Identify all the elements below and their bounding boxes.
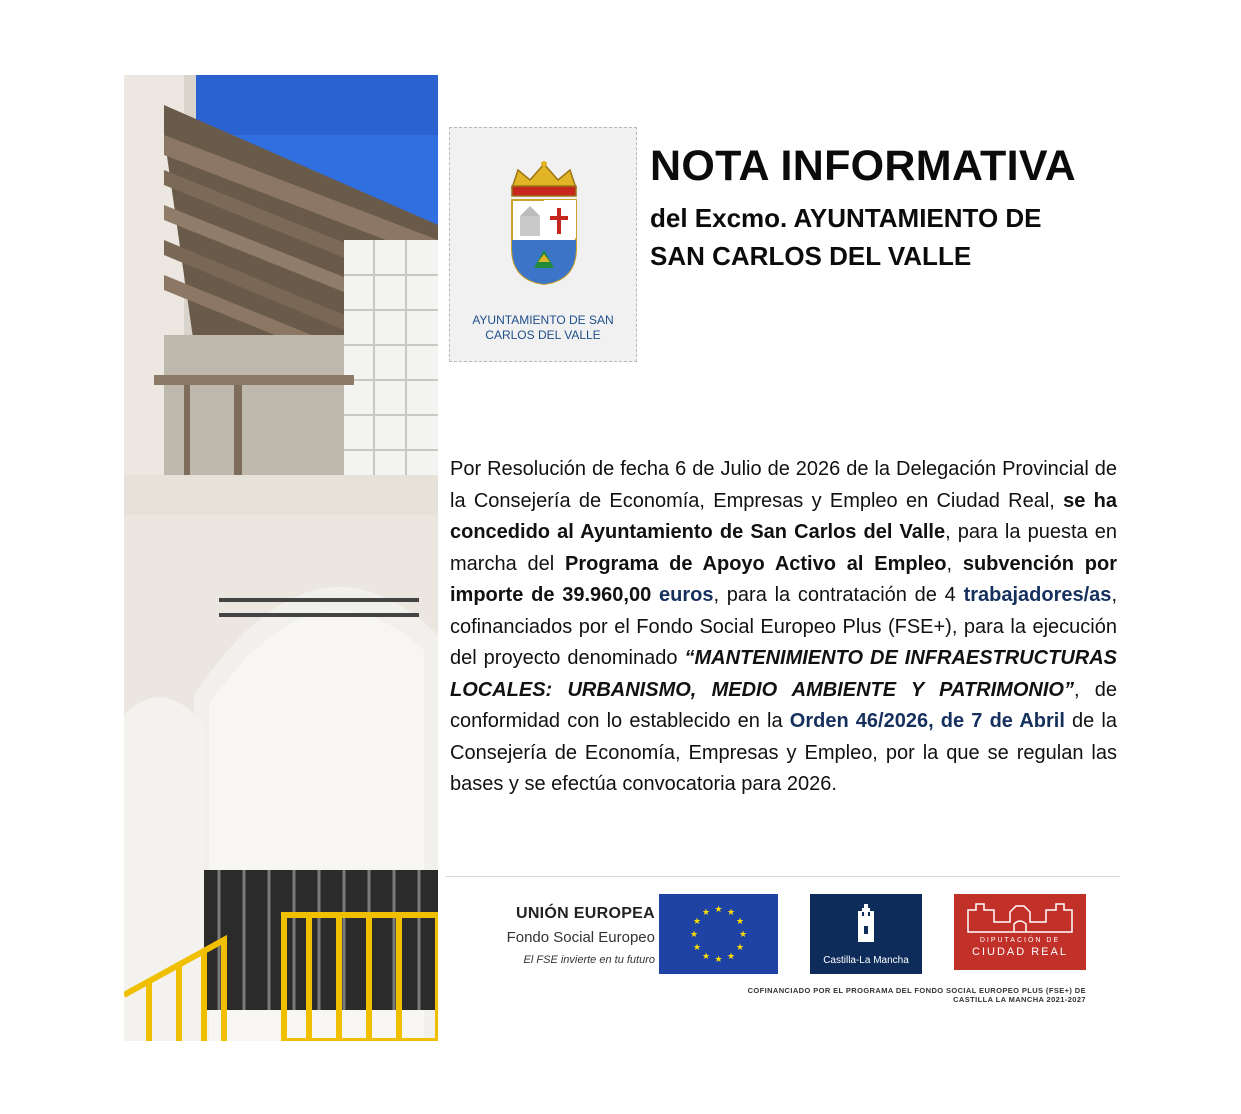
eu-motto: El FSE invierte en tu futuro — [523, 954, 655, 966]
svg-text:★: ★ — [726, 908, 736, 918]
coat-of-arms-icon — [504, 158, 584, 293]
svg-text:★: ★ — [701, 908, 711, 918]
castilla-la-mancha-logo — [810, 894, 922, 974]
dip-small-text: DIPUTACIÓN DE — [979, 937, 1061, 944]
eu-text-block — [440, 905, 655, 966]
diputacion-logo — [954, 894, 1086, 970]
municipal-logo-box — [449, 127, 637, 362]
body-text-3: , — [946, 552, 963, 575]
eu-subtitle: Fondo Social Europeo — [506, 929, 655, 946]
clm-label: Castilla-La Mancha — [823, 955, 909, 966]
svg-text:★: ★ — [689, 930, 699, 940]
body-link-order: Orden 46/2026, de 7 de Abril — [789, 710, 1065, 732]
page-subtitle — [650, 199, 1042, 275]
svg-text:★: ★ — [701, 952, 711, 962]
logo-caption-line2: CARLOS DEL VALLE — [485, 328, 601, 342]
eu-flag-icon — [659, 894, 778, 974]
cofin-line1: COFINANCIADO POR EL PROGRAMA DEL FONDO SOCIAL EUROPEO PLUS (FSE+) DE — [747, 986, 1086, 995]
svg-text:★: ★ — [738, 930, 748, 940]
body-text-5: , cofinanciados por el Fondo Social Europeo Plus (FSE+), para la ejecución del proyecto denominado — [450, 584, 1117, 669]
body-text-4: , para la contratación de 4 — [713, 584, 964, 606]
castle-outline-icon — [954, 894, 1086, 936]
page-title: NOTA INFORMATIVA — [650, 142, 1076, 190]
body-project-name: “MANTENIMIENTO DE INFRAESTRUCTURAS LOCALES: URBANISMO, MEDIO AMBIENTE Y PATRIMONIO” — [450, 647, 1117, 701]
body-text-6: , de conformidad con lo establecido en la — [450, 678, 1117, 732]
body-bold-grant: se ha concedido al Ayuntamiento de San Carlos del Valle — [450, 489, 1117, 543]
castle-icon — [810, 894, 922, 954]
svg-text:★: ★ — [735, 943, 745, 953]
dip-big-text: CIUDAD REAL — [972, 946, 1068, 958]
body-link-workers: trabajadores/as — [963, 584, 1112, 606]
svg-text:★: ★ — [735, 917, 745, 927]
building-photo — [124, 75, 438, 1041]
body-text-2: , para la puesta en marcha del — [450, 521, 1117, 575]
body-bold-program: Programa de Apoyo Activo al Empleo — [564, 552, 947, 575]
svg-text:★: ★ — [692, 917, 702, 927]
notice-paragraph — [450, 454, 1117, 801]
eu-title: UNIÓN EUROPEA — [515, 905, 655, 922]
footer-divider — [446, 876, 1120, 877]
cofin-line2: CASTILLA LA MANCHA 2021-2027 — [953, 995, 1086, 1004]
logo-caption-line1: AYUNTAMIENTO DE SAN — [472, 313, 614, 327]
subtitle-line2: SAN CARLOS DEL VALLE — [650, 241, 972, 271]
body-link-euros: euros — [658, 584, 714, 606]
body-text-1: Por Resolución de fecha 6 de Julio de 2026 de la Delegación Provincial de la Consejería de Economía, Empresas y Empleo en Ciudad Real, — [450, 458, 1117, 512]
svg-text:★: ★ — [714, 905, 723, 915]
svg-text:★: ★ — [692, 943, 702, 953]
subtitle-line1: del Excmo. AYUNTAMIENTO DE — [650, 203, 1042, 233]
body-text-7: de la Consejería de Economía, Empresas y Empleo, por la que se regulan las bases y se efectúa convocatoria para 2026. — [450, 710, 1117, 795]
logo-caption — [458, 313, 628, 343]
body-bold-amount: subvención por importe de 39.960,00 — [450, 552, 1117, 606]
svg-text:★: ★ — [726, 952, 736, 962]
cofinancing-note — [650, 986, 1086, 1004]
svg-text:★: ★ — [714, 955, 723, 965]
